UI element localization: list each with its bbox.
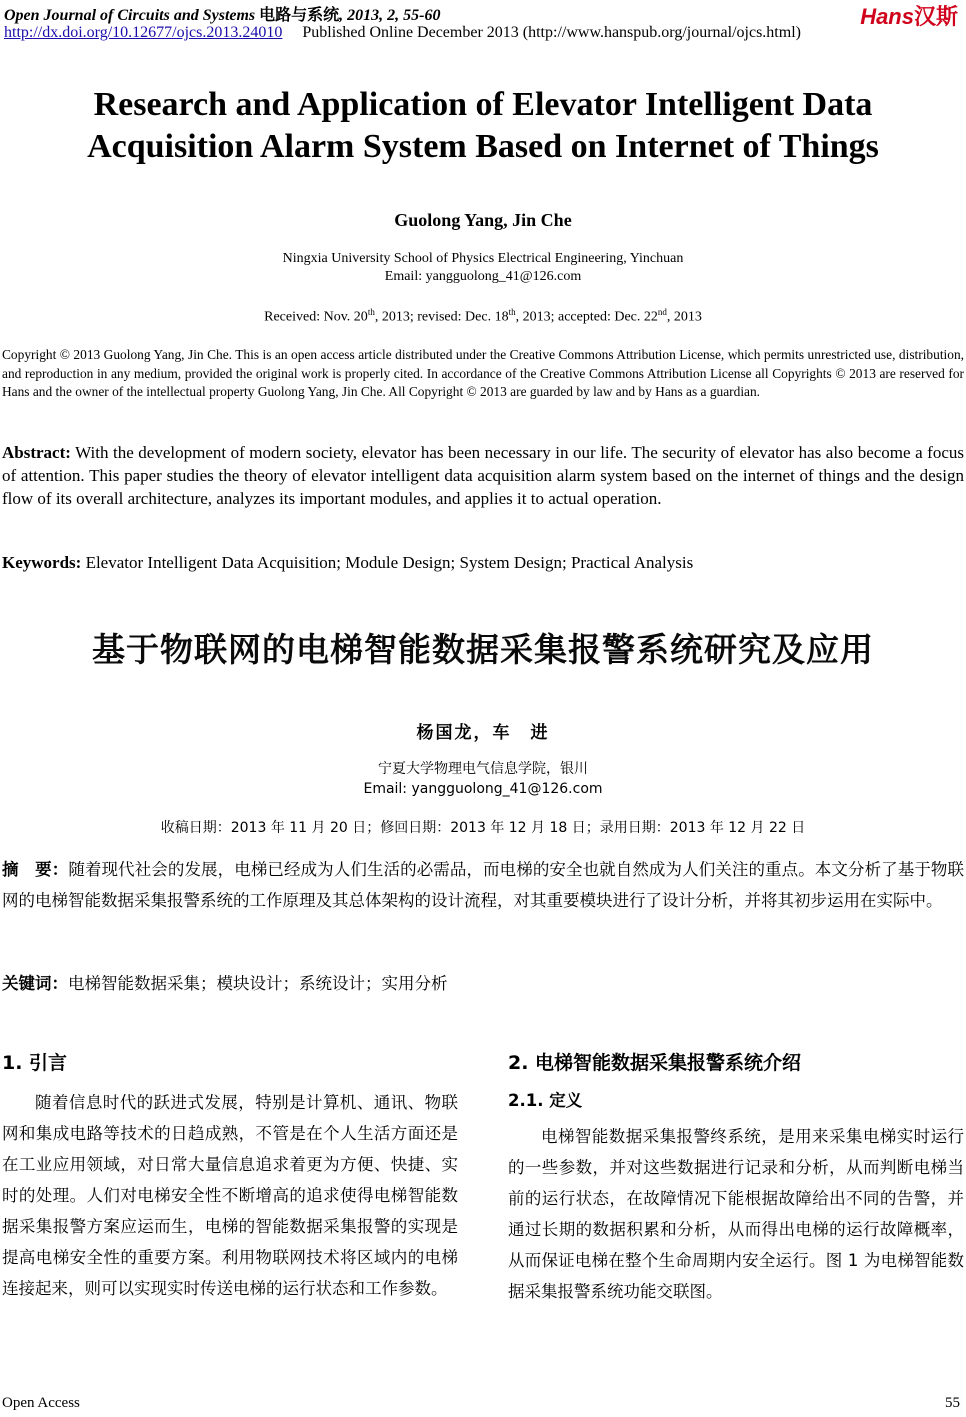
- abstract-cn-text: 随着现代社会的发展，电梯已经成为人们生活的必需品，而电梯的安全也就自然成为人们关注的重点。本文分析了基于物联网的电梯智能数据采集报警系统的工作原理及其总体架构的设计流程，对其重要模块进行了设计分析，并将其初步运用在实际中。: [2, 860, 965, 910]
- affiliation-cn-block: [0, 759, 966, 799]
- publisher-logo: [860, 0, 958, 31]
- dates-cn: 收稿日期：2013 年 11 月 20 日；修回日期：2013 年 12 月 18 日；录用日期：2013 年 12 月 22 日: [160, 820, 806, 836]
- abstract-label: Abstract:: [2, 443, 71, 462]
- journal-name: Open Journal of Circuits and Systems: [4, 7, 256, 24]
- paper-title-cn: 基于物联网的电梯智能数据采集报警系统研究及应用: [92, 630, 874, 669]
- title-line-2: Acquisition Alarm System Based on Internet of Things: [87, 128, 879, 165]
- keywords-en: [2, 553, 964, 573]
- affiliation-en-block: [0, 250, 966, 286]
- title-line-1: Research and Application of Elevator Intelligent Data: [93, 86, 873, 123]
- email-cn: Email: yangguolong_41@126.com: [363, 781, 603, 797]
- keywords-text: Elevator Intelligent Data Acquisition; Module Design; System Design; Practical Analysis: [81, 553, 694, 572]
- left-column: [2, 1048, 458, 1304]
- affiliation-cn: 宁夏大学物理电气信息学院，银川: [378, 761, 588, 777]
- keywords-label: Keywords:: [2, 553, 82, 572]
- journal-name-cn: 电路与系统: [259, 7, 340, 24]
- abstract-cn-label: 摘 要：: [2, 860, 69, 879]
- journal-header: [4, 2, 441, 25]
- keywords-cn-text: 电梯智能数据采集；模块设计；系统设计；实用分析: [68, 974, 448, 993]
- journal-volume: , 2013, 2, 55-60: [339, 7, 441, 24]
- authors-cn: 杨国龙，车 进: [416, 723, 550, 743]
- abstract-en: [2, 441, 964, 510]
- section-2-1-paragraph: 电梯智能数据采集报警终系统，是用来采集电梯实时运行的一些参数，并对这些数据进行记录和分析，从而判断电梯当前的运行状态，在故障情况下能根据故障给出不同的告警，并通过长期的数据积累和分析，从而得出电梯的运行故障概率，从而保证电梯在整个生命周期内安全运行。图 1 为电梯智能数据采集报警系统功能交联图。: [508, 1127, 964, 1301]
- section-2-heading: 2. 电梯智能数据采集报警系统介绍: [508, 1052, 802, 1074]
- affiliation-en: Ningxia University School of Physics Electrical Engineering, Yinchuan: [282, 251, 684, 266]
- keywords-cn-label: 关键词：: [2, 974, 68, 993]
- paper-title-en: [0, 84, 966, 168]
- published-online: Published Online December 2013 (http://www.hanspub.org/journal/ojcs.html): [302, 24, 801, 41]
- email-en: Email: yangguolong_41@126.com: [384, 269, 582, 284]
- footer-open-access: Open Access: [2, 1395, 80, 1411]
- section-1-heading: 1. 引言: [2, 1052, 68, 1074]
- keywords-cn: [2, 970, 964, 994]
- right-column: [508, 1048, 964, 1307]
- page-number: 55: [945, 1395, 960, 1411]
- logo-cn-text: 汉斯: [913, 5, 958, 30]
- abstract-cn: [2, 854, 964, 916]
- section-1-paragraph: 随着信息时代的跃进式发展，特别是计算机、通讯、物联网和集成电路等技术的日趋成熟，不管是在个人生活方面还是在工业应用领域，对日常大量信息追求着更为方便、快捷、实时的处理。人们对电梯安全性不断增高的追求使得电梯智能数据采集报警方案应运而生，电梯的智能数据采集报警的实现是提高电梯安全性的重要方案。利用物联网技术将区域内的电梯连接起来，则可以实现实时传送电梯的运行状态和工作参数。: [2, 1093, 458, 1298]
- doi-link[interactable]: http://dx.doi.org/10.12677/ojcs.2013.24010: [4, 24, 283, 41]
- copyright-notice: Copyright © 2013 Guolong Yang, Jin Che. This is an open access article distributed under the Creative Commons Attribution License, which permits unrestricted use, distribution, and reproduction in any medium, provided the original work is properly cited. In accordance of the Creative Commons Attribution License all Copyrights © 2013 are reserved for Hans and the owner of the intellectual property Guolong Yang, Jin Che. All Copyright © 2013 are guarded by law and by Hans as a guardian.: [2, 347, 964, 399]
- authors-en: Guolong Yang, Jin Che: [394, 210, 572, 230]
- dates-en: Received: Nov. 20th, 2013; revised: Dec. 18th, 2013; accepted: Dec. 22nd, 2013: [264, 307, 702, 325]
- logo-hans-text: Hans: [860, 4, 914, 29]
- doi-line: [4, 24, 801, 42]
- section-2-1-heading: 2.1. 定义: [508, 1091, 583, 1110]
- abstract-text: With the development of modern society, elevator has been necessary in our life. The security of elevator has also become a focus of attention. This paper studies the theory of elevator intelligent data acquisition alarm system based on the internet of things and the design flow of its overall architecture, analyzes its important modules, and applies it to actual operation.: [2, 443, 964, 508]
